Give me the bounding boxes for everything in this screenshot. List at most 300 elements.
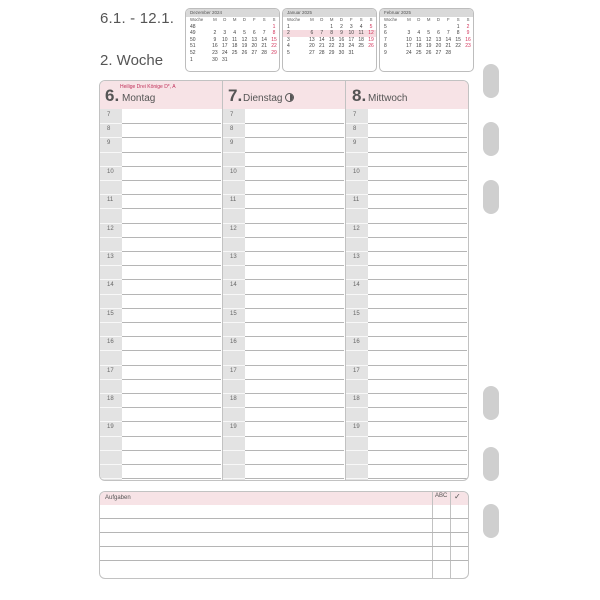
- calendar-day: 9: [466, 30, 470, 37]
- calendar-day: 2: [466, 23, 470, 30]
- weekday-header: M: [329, 17, 334, 22]
- hour-label: 17: [107, 368, 114, 374]
- calendar-day: [240, 24, 250, 31]
- calendar-day: 6: [252, 30, 256, 37]
- gutter-line: [100, 279, 122, 280]
- weekday-header: Woche: [190, 17, 204, 22]
- gutter-line: [346, 478, 368, 479]
- gutter-line: [100, 308, 122, 309]
- task-line: [100, 560, 468, 561]
- gutter-line: [346, 350, 368, 351]
- time-slot-line: [368, 436, 467, 437]
- time-slot-line: [368, 308, 467, 309]
- calendar-day: 19: [425, 43, 432, 50]
- gutter-line: [100, 166, 122, 167]
- calendar-day: 15: [271, 36, 277, 43]
- hour-label: 15: [353, 311, 360, 317]
- gutter-line: [223, 308, 245, 309]
- hour-label: 9: [353, 140, 357, 146]
- weekday-header: M: [232, 17, 237, 22]
- week-number: 5: [287, 49, 290, 56]
- week-number: 50: [190, 36, 196, 43]
- calendar-day: 20: [309, 43, 315, 50]
- calendar-day: 7: [317, 30, 327, 37]
- calendar-day: [210, 24, 220, 31]
- gutter-line: [100, 251, 122, 252]
- gutter-line: [100, 208, 122, 209]
- gutter-line: [223, 208, 245, 209]
- week-number: 7: [384, 36, 387, 43]
- calendar-day: 31: [348, 49, 355, 56]
- calendar-day: 28: [445, 49, 452, 56]
- hour-label: 11: [230, 197, 237, 203]
- gutter-line: [100, 393, 122, 394]
- weekday-header: S: [272, 17, 276, 22]
- gutter-line: [100, 322, 122, 323]
- weekday-header: F: [252, 17, 256, 22]
- mini-calendar: [379, 8, 474, 72]
- calendar-day: 19: [241, 43, 248, 50]
- calendar-day: [463, 50, 473, 57]
- calendar-day: [307, 24, 317, 31]
- time-slot-line: [368, 421, 467, 422]
- week-number: 52: [190, 49, 196, 56]
- calendar-day: 13: [435, 36, 442, 43]
- time-slot-line: [122, 407, 221, 408]
- time-slot-line: [368, 478, 467, 479]
- time-slot-line: [122, 350, 221, 351]
- gutter-line: [223, 379, 245, 380]
- time-slot-line: [245, 237, 344, 238]
- time-slot-line: [122, 279, 221, 280]
- gutter-line: [346, 251, 368, 252]
- hour-label: 14: [353, 282, 360, 288]
- gutter-line: [346, 322, 368, 323]
- gutter-line: [100, 478, 122, 479]
- calendar-day: 8: [456, 30, 460, 37]
- tasks-title: Aufgaben: [105, 495, 131, 501]
- mini-calendar: [282, 8, 377, 72]
- calendar-day: 16: [212, 43, 218, 50]
- hour-label: 12: [230, 226, 237, 232]
- index-tab[interactable]: [483, 504, 499, 538]
- index-tab[interactable]: [483, 180, 499, 214]
- gutter-line: [223, 223, 245, 224]
- time-slot-line: [368, 237, 467, 238]
- mini-calendar-title: Dezember 2024: [186, 9, 279, 17]
- calendar-day: 26: [425, 49, 432, 56]
- time-slot-line: [368, 166, 467, 167]
- time-slot-line: [368, 322, 467, 323]
- calendar-day: 20: [251, 43, 258, 50]
- calendar-day: 28: [318, 49, 325, 56]
- time-slot-line: [122, 152, 221, 153]
- gutter-line: [223, 237, 245, 238]
- gutter-line: [346, 152, 368, 153]
- gutter-line: [223, 152, 245, 153]
- hour-label: 7: [107, 112, 111, 118]
- time-slot-line: [245, 336, 344, 337]
- weekday-header: D: [436, 17, 440, 22]
- calendar-day: [249, 57, 259, 64]
- week-number: 49: [190, 30, 196, 37]
- time-slot-line: [122, 393, 221, 394]
- calendar-day: 16: [465, 36, 471, 43]
- calendar-day: 2: [340, 23, 343, 30]
- hour-label: 9: [230, 140, 234, 146]
- calendar-day: 31: [221, 56, 228, 63]
- gutter-line: [346, 137, 368, 138]
- calendar-day: 7: [446, 30, 450, 37]
- week-number: 6: [384, 30, 387, 37]
- gutter-line: [346, 464, 368, 465]
- hour-label: 8: [107, 126, 111, 132]
- calendar-day: 10: [221, 36, 228, 43]
- week-number: 3: [287, 36, 290, 43]
- calendar-day: 8: [327, 30, 337, 37]
- time-slot-line: [368, 393, 467, 394]
- gutter-line: [223, 365, 245, 366]
- task-line: [100, 518, 468, 519]
- time-slot-line: [122, 265, 221, 266]
- weekday-header: M: [213, 17, 217, 22]
- calendar-day: 24: [221, 49, 228, 56]
- calendar-day: 11: [416, 36, 422, 43]
- moon-phase-icon: [285, 93, 294, 102]
- gutter-line: [346, 294, 368, 295]
- time-slot-line: [245, 478, 344, 479]
- task-line: [100, 546, 468, 547]
- gutter-line: [100, 137, 122, 138]
- gutter-line: [346, 279, 368, 280]
- gutter-line: [346, 407, 368, 408]
- calendar-day: 15: [328, 36, 335, 43]
- hour-label: 10: [353, 169, 360, 175]
- time-slot-line: [122, 379, 221, 380]
- calendar-day: 17: [348, 36, 355, 43]
- calendar-day: [404, 24, 414, 31]
- hour-label: 9: [107, 140, 111, 146]
- weekday-header: D: [320, 17, 324, 22]
- weekday-header: F: [349, 17, 353, 22]
- calendar-day: 28: [261, 49, 267, 56]
- gutter-line: [223, 336, 245, 337]
- gutter-line: [346, 208, 368, 209]
- hour-label: 7: [353, 112, 357, 118]
- hour-label: 15: [107, 311, 114, 317]
- gutter-line: [346, 308, 368, 309]
- week-number: 48: [190, 23, 196, 30]
- gutter-line: [100, 464, 122, 465]
- week-label: 2. Woche: [100, 52, 164, 69]
- calendar-day: 30: [338, 49, 345, 56]
- time-slot-line: [245, 322, 344, 323]
- time-slot-line: [245, 393, 344, 394]
- week-number: 8: [384, 43, 387, 50]
- hour-label: 16: [353, 339, 360, 345]
- gutter-line: [346, 393, 368, 394]
- time-slot-line: [122, 421, 221, 422]
- hour-label: 12: [107, 226, 114, 232]
- weekday-header: D: [223, 17, 227, 22]
- hour-label: 13: [107, 254, 114, 260]
- time-slot-line: [245, 152, 344, 153]
- gutter-line: [100, 223, 122, 224]
- calendar-day: 4: [359, 23, 363, 30]
- hour-label: 19: [230, 424, 237, 430]
- calendar-day: 12: [241, 36, 248, 43]
- time-slot-line: [368, 137, 467, 138]
- gutter-line: [223, 166, 245, 167]
- calendar-day: 29: [271, 49, 277, 56]
- holiday-note: Heilige Drei Könige D*, A: [120, 84, 176, 90]
- gutter-line: [100, 237, 122, 238]
- time-slot-line: [368, 223, 467, 224]
- time-slot-line: [122, 336, 221, 337]
- time-slot-line: [368, 180, 467, 181]
- day-name-tuesday: Dienstag: [243, 93, 283, 104]
- week-panel: [99, 80, 469, 481]
- week-number: 2: [283, 30, 307, 37]
- calendar-day: 18: [358, 36, 364, 43]
- time-slot-line: [245, 308, 344, 309]
- calendar-day: 14: [445, 36, 452, 43]
- gutter-line: [346, 166, 368, 167]
- week-number: 1: [287, 23, 290, 30]
- gutter-line: [100, 123, 122, 124]
- check-icon: ✓: [454, 492, 461, 501]
- gutter-line: [346, 223, 368, 224]
- calendar-day: [443, 24, 453, 31]
- time-slot-line: [368, 407, 467, 408]
- time-slot-line: [245, 194, 344, 195]
- mini-calendar-title: Februar 2025: [380, 9, 473, 17]
- gutter-line: [223, 322, 245, 323]
- gutter-line: [223, 137, 245, 138]
- time-slot-line: [368, 194, 467, 195]
- calendar-day: 5: [243, 30, 246, 37]
- calendar-day: 10: [406, 36, 412, 43]
- gutter-line: [100, 450, 122, 451]
- index-tab[interactable]: [483, 447, 499, 481]
- calendar-day: [230, 24, 240, 31]
- gutter-line: [223, 407, 245, 408]
- weekday-header: D: [417, 17, 421, 22]
- time-slot-line: [122, 237, 221, 238]
- time-slot-line: [368, 251, 467, 252]
- weekday-header: M: [407, 17, 411, 22]
- calendar-day: 18: [231, 43, 238, 50]
- calendar-day: 24: [348, 43, 355, 50]
- calendar-day: 12: [366, 30, 376, 37]
- time-slot-line: [245, 208, 344, 209]
- calendar-day: [269, 57, 279, 64]
- gutter-line: [223, 393, 245, 394]
- weekday-header: D: [339, 17, 343, 22]
- weekday-header: Woche: [287, 17, 301, 22]
- gutter-line: [346, 123, 368, 124]
- week-number: 51: [190, 43, 196, 50]
- calendar-day: 27: [309, 49, 315, 56]
- hour-label: 13: [353, 254, 360, 260]
- calendar-day: 27: [251, 49, 258, 56]
- gutter-line: [100, 336, 122, 337]
- week-number: 9: [384, 49, 387, 56]
- calendar-day: 14: [261, 36, 267, 43]
- week-number: 1: [190, 56, 193, 63]
- calendar-day: 14: [318, 36, 325, 43]
- time-slot-line: [245, 137, 344, 138]
- time-slot-line: [245, 421, 344, 422]
- gutter-line: [223, 265, 245, 266]
- time-slot-line: [122, 294, 221, 295]
- gutter-line: [100, 421, 122, 422]
- calendar-day: 17: [221, 43, 228, 50]
- time-slot-line: [245, 350, 344, 351]
- hour-label: 17: [230, 368, 237, 374]
- calendar-day: 23: [465, 43, 471, 50]
- calendar-day: 8: [272, 30, 276, 37]
- column-divider: [432, 492, 433, 578]
- calendar-day: [366, 50, 376, 57]
- calendar-day: 13: [251, 36, 258, 43]
- time-slot-line: [122, 223, 221, 224]
- calendar-day: 13: [309, 36, 315, 43]
- time-slot-line: [122, 478, 221, 479]
- calendar-day: 9: [213, 36, 217, 43]
- hour-label: 17: [353, 368, 360, 374]
- index-tab[interactable]: [483, 386, 499, 420]
- time-slot-line: [368, 365, 467, 366]
- hour-label: 10: [107, 169, 114, 175]
- hour-label: 8: [353, 126, 357, 132]
- time-slot-line: [245, 450, 344, 451]
- weekday-header: S: [359, 17, 363, 22]
- calendar-day: 23: [212, 49, 218, 56]
- index-tab[interactable]: [483, 64, 499, 98]
- mini-calendar: [185, 8, 280, 72]
- gutter-line: [100, 180, 122, 181]
- time-slot-line: [122, 322, 221, 323]
- hour-label: 12: [353, 226, 360, 232]
- column-divider: [450, 492, 451, 578]
- calendar-day: 22: [328, 43, 335, 50]
- hour-label: 8: [230, 126, 234, 132]
- calendar-day: 22: [455, 43, 461, 50]
- calendar-day: 21: [318, 43, 325, 50]
- gutter-line: [100, 265, 122, 266]
- gutter-line: [346, 379, 368, 380]
- time-slot-line: [368, 123, 467, 124]
- mini-calendar-title: Januar 2025: [283, 9, 376, 17]
- calendar-day: 5: [369, 23, 373, 30]
- gutter-line: [346, 237, 368, 238]
- time-slot-line: [245, 294, 344, 295]
- time-slot-line: [122, 436, 221, 437]
- calendar-day: 5: [427, 30, 430, 37]
- time-slot-line: [368, 350, 467, 351]
- gutter-line: [100, 365, 122, 366]
- calendar-day: [434, 24, 444, 31]
- time-slot-line: [245, 223, 344, 224]
- calendar-day: 27: [435, 49, 442, 56]
- calendar-day: [424, 24, 434, 31]
- gutter-line: [346, 365, 368, 366]
- calendar-day: [317, 24, 327, 31]
- gutter-line: [346, 421, 368, 422]
- calendar-day: 2: [213, 30, 217, 37]
- time-slot-line: [122, 123, 221, 124]
- time-slot-line: [368, 294, 467, 295]
- time-slot-line: [368, 265, 467, 266]
- time-slot-line: [245, 265, 344, 266]
- index-tab[interactable]: [483, 122, 499, 156]
- time-slot-line: [245, 180, 344, 181]
- hour-label: 14: [230, 282, 237, 288]
- calendar-day: 1: [330, 23, 333, 30]
- weekday-header: S: [262, 17, 266, 22]
- time-slot-line: [368, 379, 467, 380]
- hour-label: 14: [107, 282, 114, 288]
- day-number-wednesday: 8.: [352, 86, 367, 105]
- gutter-line: [223, 123, 245, 124]
- calendar-day: [220, 24, 230, 31]
- time-slot-line: [245, 407, 344, 408]
- calendar-day: [240, 57, 250, 64]
- hour-label: 11: [353, 197, 360, 203]
- calendar-day: [230, 57, 240, 64]
- time-slot-line: [368, 336, 467, 337]
- calendar-day: 18: [415, 43, 422, 50]
- weekday-header: Woche: [384, 17, 398, 22]
- calendar-day: 26: [368, 43, 374, 50]
- calendar-day: 11: [356, 30, 366, 37]
- tasks-header: [100, 492, 468, 505]
- weekday-header: S: [456, 17, 460, 22]
- hour-label: 19: [107, 424, 114, 430]
- gutter-line: [223, 350, 245, 351]
- time-slot-line: [122, 166, 221, 167]
- time-slot-line: [122, 208, 221, 209]
- hour-label: 19: [353, 424, 360, 430]
- gutter-line: [346, 194, 368, 195]
- time-slot-line: [245, 251, 344, 252]
- gutter-line: [223, 421, 245, 422]
- calendar-day: 23: [338, 43, 345, 50]
- weekday-header: S: [466, 17, 470, 22]
- calendar-day: 21: [261, 43, 267, 50]
- calendar-day: 6: [307, 30, 317, 37]
- calendar-day: 22: [271, 43, 277, 50]
- gutter-line: [346, 336, 368, 337]
- time-slot-line: [245, 379, 344, 380]
- hour-label: 16: [107, 339, 114, 345]
- calendar-day: 30: [212, 56, 218, 63]
- day-name-wednesday: Mittwoch: [368, 93, 408, 104]
- time-slot-line: [368, 450, 467, 451]
- calendar-day: 29: [328, 49, 335, 56]
- time-slot-line: [245, 279, 344, 280]
- hour-label: 16: [230, 339, 237, 345]
- calendar-day: 3: [349, 23, 353, 30]
- calendar-day: 6: [437, 30, 440, 37]
- gutter-line: [223, 478, 245, 479]
- hour-label: 18: [230, 396, 237, 402]
- calendar-day: 12: [425, 36, 432, 43]
- calendar-day: 4: [233, 30, 236, 37]
- time-slot-line: [122, 137, 221, 138]
- time-slot-line: [245, 365, 344, 366]
